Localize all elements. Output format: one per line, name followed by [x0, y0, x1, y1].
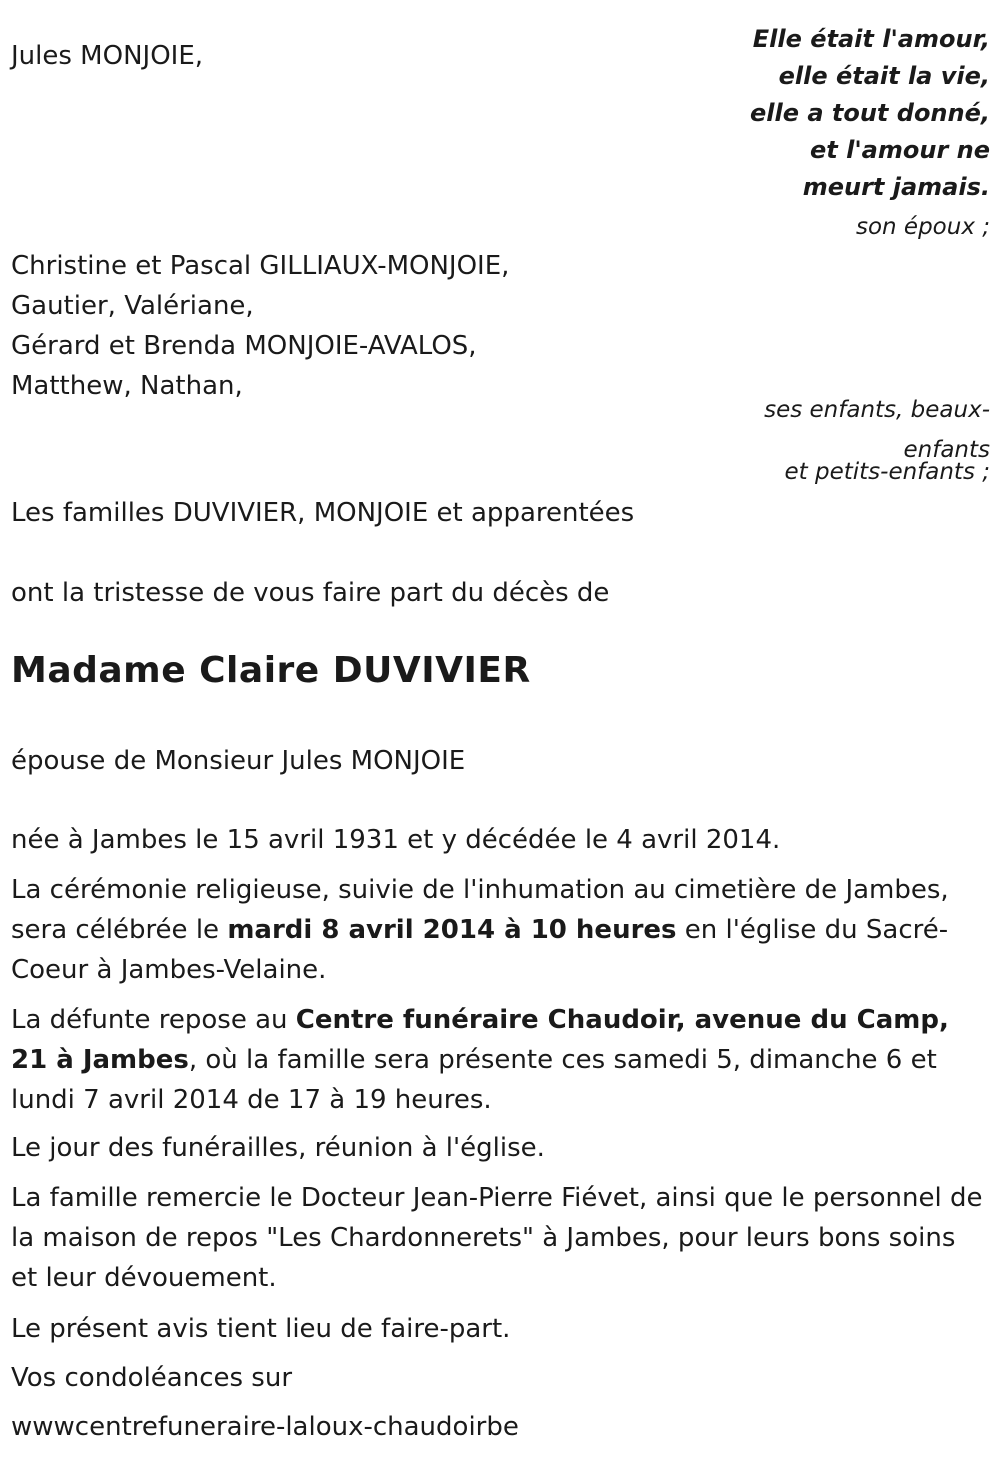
poem-line: et l'amour ne: [809, 136, 990, 164]
funeral-day: Le jour des funérailles, réunion à l'église.: [11, 1133, 545, 1163]
rests-text: La défunte repose au: [11, 1005, 296, 1035]
announcement: ont la tristesse de vous faire part du décès de: [11, 578, 610, 608]
spouse-of: épouse de Monsieur Jules MONJOIE: [11, 746, 466, 776]
ceremony-date: mardi 8 avril 2014 à 10 heures: [227, 915, 677, 945]
rests-paragraph: [11, 1000, 986, 1120]
poem-line: meurt jamais.: [802, 173, 990, 201]
families: Les familles DUVIVIER, MONJOIE et apparentées: [11, 498, 635, 528]
children-line: Matthew, Nathan,: [11, 371, 243, 401]
deceased-name: Madame Claire DUVIVIER: [11, 650, 531, 691]
condolences-label: Vos condoléances sur: [11, 1363, 293, 1393]
thanks-paragraph: La famille remercie le Docteur Jean-Pierre Fiévet, ainsi que le personnel de la maison de repos "Les Chardonnerets" à Jambes, pour leurs bons soins et leur dévouement.: [11, 1183, 983, 1293]
husband-role: son époux ;: [855, 214, 990, 240]
notice: Le présent avis tient lieu de faire-part.: [11, 1314, 511, 1344]
birth-death: née à Jambes le 15 avril 1931 et y décédée le 4 avril 2014.: [11, 825, 781, 855]
husband-name: Jules MONJOIE,: [11, 41, 204, 71]
poem-line: elle était la vie,: [778, 62, 990, 90]
ceremony-paragraph: [11, 870, 986, 990]
rests-text-end: , où la famille sera présente ces samedi 5, dimanche 6 et lundi 7 avril 2014 de 17 à 19 heures.: [11, 1045, 937, 1115]
children-role-1: ses enfants, beaux-: [764, 397, 990, 423]
poem-line: Elle était l'amour,: [752, 25, 990, 53]
poem-line: elle a tout donné,: [749, 99, 990, 127]
children-line: Gérard et Brenda MONJOIE-AVALOS,: [11, 331, 477, 361]
rests-location: Centre funéraire Chaudoir, avenue du Camp, 21 à Jambes: [11, 1005, 949, 1075]
children-line: Gautier, Valériane,: [11, 291, 254, 321]
poem: [750, 21, 990, 206]
children-list: [11, 246, 509, 406]
ceremony-text: La cérémonie religieuse, suivie de l'inhumation au cimetière de Jambes, sera célébrée le: [11, 875, 949, 945]
website-link[interactable]: wwwcentrefuneraire-laloux-chaudoirbe: [11, 1412, 519, 1442]
children-line: Christine et Pascal GILLIAUX-MONJOIE,: [11, 251, 510, 281]
ceremony-text-end: en l'église du Sacré-Coeur à Jambes-Velaine.: [11, 915, 949, 985]
children-role-2: enfants: [903, 437, 990, 463]
children-role-3: et petits-enfants ;: [784, 459, 990, 485]
